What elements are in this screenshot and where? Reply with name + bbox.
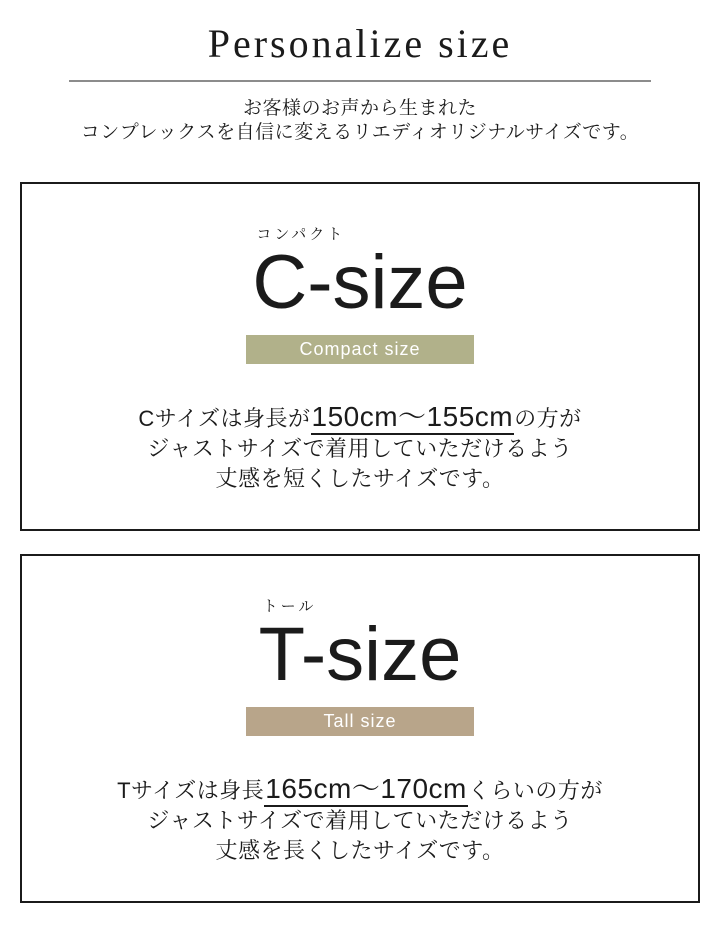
compact-height-range: 150cm〜155cm — [311, 401, 515, 435]
compact-desc-line2: ジャストサイズで着用していただけるよう — [147, 436, 573, 461]
compact-size-badge: Compact size — [246, 335, 474, 364]
tall-size-badge: Tall size — [246, 707, 474, 736]
subtitle-line-1: お客様のお声から生まれた — [242, 98, 477, 119]
compact-desc-line3: 丈感を短くしたサイズです。 — [215, 466, 505, 491]
tall-size-heading: T-size — [258, 612, 462, 697]
tall-desc-suffix: くらいの方が — [467, 778, 603, 803]
compact-size-description — [32, 403, 688, 494]
page-subtitle — [0, 97, 720, 145]
size-card-compact — [20, 182, 700, 531]
subtitle-line-2: コンプレックスを自信に変えるリエディオリジナルサイズです。 — [80, 122, 640, 143]
tall-kana-label: トール — [262, 598, 317, 615]
compact-size-heading: C-size — [252, 240, 468, 325]
compact-heading-block — [252, 226, 468, 325]
compact-desc-prefix: Cサイズは身長が — [138, 406, 311, 431]
tall-desc-line2: ジャストサイズで着用していただけるよう — [147, 808, 573, 833]
compact-kana-label: コンパクト — [256, 226, 346, 243]
tall-heading-block — [258, 598, 462, 697]
tall-desc-line3: 丈感を長くしたサイズです。 — [215, 838, 505, 863]
tall-height-range: 165cm〜170cm — [264, 773, 468, 807]
compact-desc-suffix: の方が — [514, 406, 582, 431]
title-divider — [69, 80, 651, 82]
page-header — [0, 20, 720, 145]
page-title: Personalize size — [207, 21, 513, 66]
tall-size-description — [32, 775, 688, 866]
size-card-tall — [20, 554, 700, 903]
tall-desc-prefix: Tサイズは身長 — [117, 778, 265, 803]
